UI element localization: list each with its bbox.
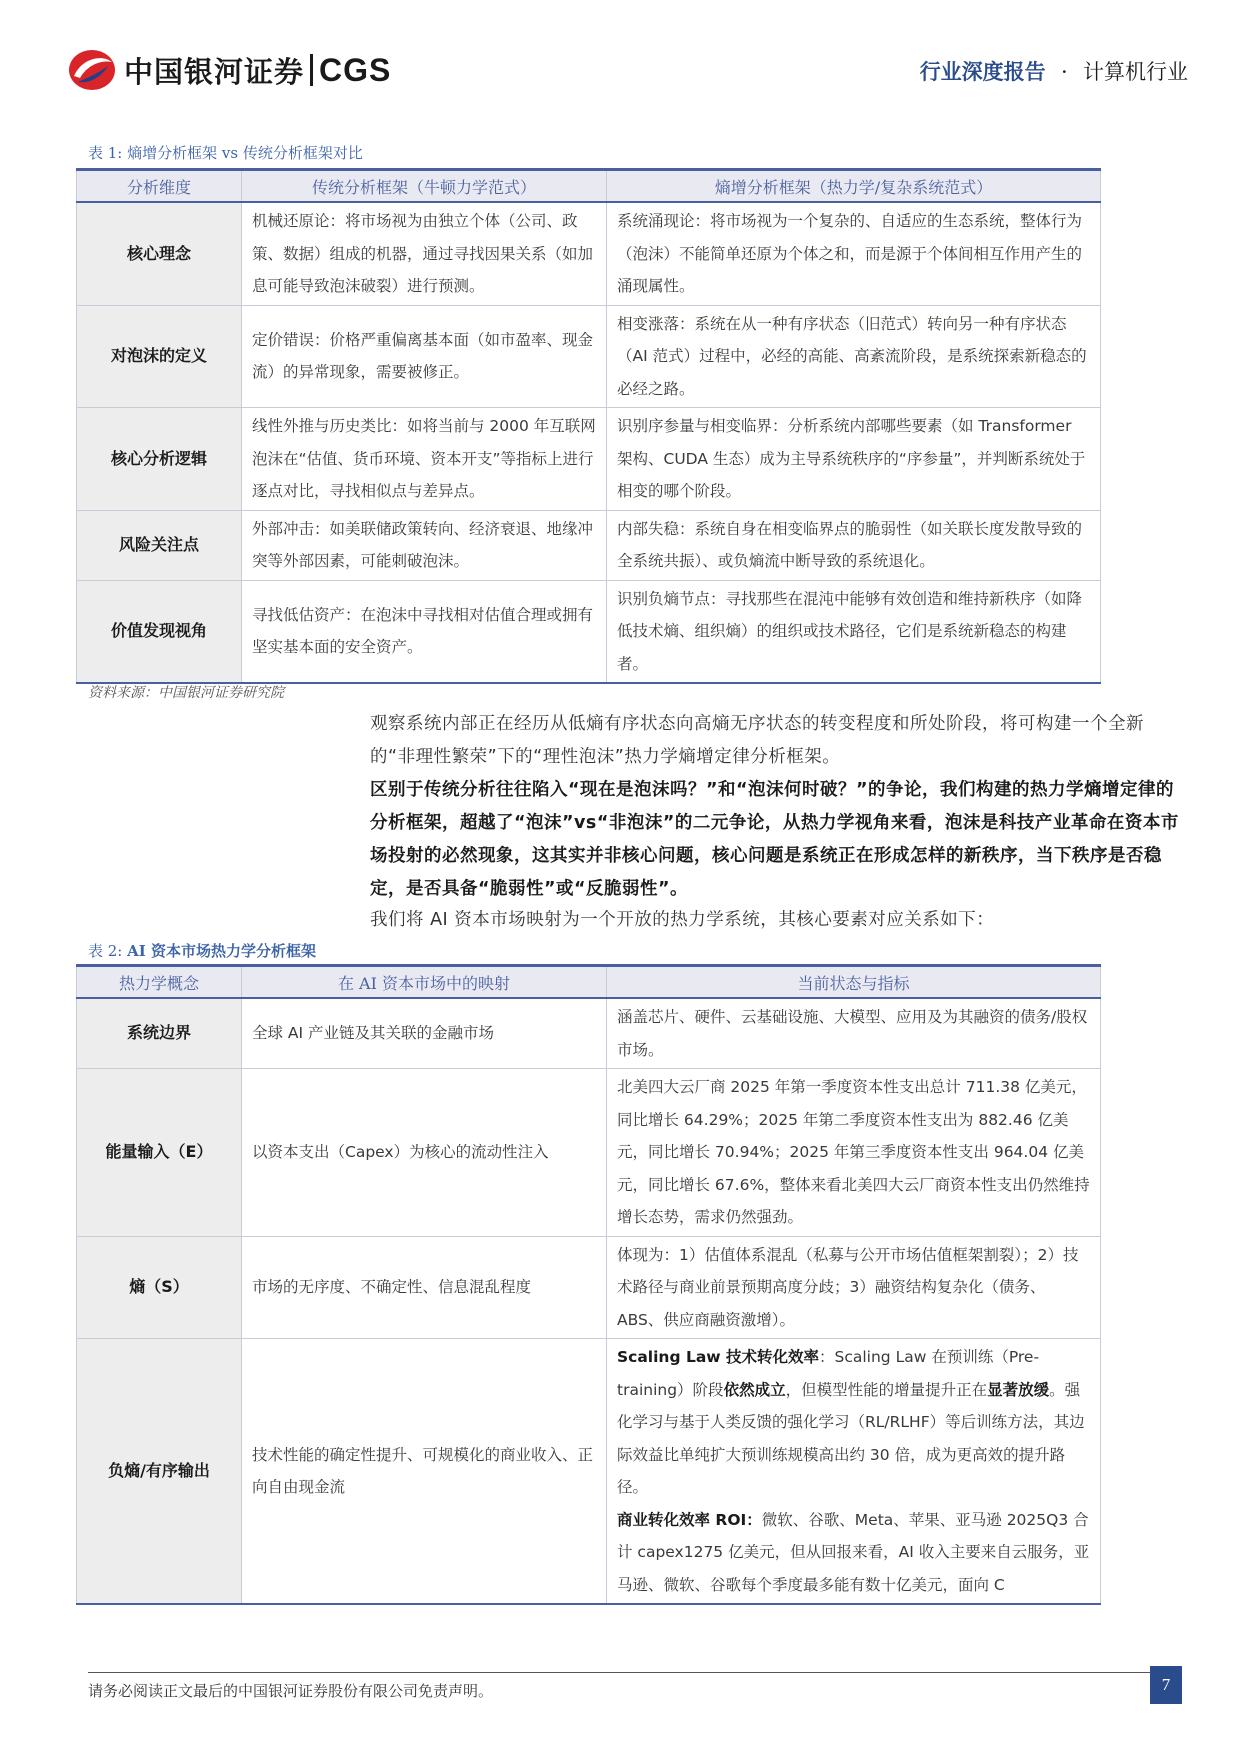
logo-chinese-name: 中国银河证券 [124, 54, 305, 89]
row-mapping: 全球 AI 产业链及其关联的金融市场 [242, 998, 607, 1069]
table-row [77, 1236, 1101, 1339]
row-entropy: 系统涌现论：将市场视为一个复杂的、自适应的生态系统，整体行为（泡沫）不能简单还原为个体之和，而是源于个体间相互作用产生的涌现属性。 [607, 202, 1101, 305]
table1-caption-prefix: 表 1: [88, 144, 123, 162]
scaling-law-title: Scaling Law 技术转化效率 [617, 1348, 820, 1366]
table-row [77, 408, 1101, 511]
table-row [77, 998, 1101, 1069]
table1-source-note: 资料来源：中国银河证券研究院 [88, 685, 284, 701]
row-dimension: 价值发现视角 [77, 580, 242, 683]
row-entropy: 相变涨落：系统在从一种有序状态（旧范式）转向另一种有序状态（AI 范式）过程中，必经的高能、高紊流阶段，是系统探索新稳态的必经之路。 [607, 305, 1101, 408]
body-paragraph-2-text: 区别于传统分析往往陷入“现在是泡沫吗？”和“泡沫何时破？”的争论，我们构建的热力学熵增定律的分析框架，超越了“泡沫”vs“非泡沫”的二元争论，从热力学视角来看，泡沫是科技产业革命在资本市场投射的必然现象，这其实并非核心问题，核心问题是系统正在形成怎样的新秩序，当下秩序是否稳定，是否具备“脆弱性”或“反脆弱性”。 [370, 780, 1179, 899]
scaling-law-block [617, 1341, 1090, 1504]
roi-text: 微软、谷歌、Meta、苹果、亚马逊 2025Q3 合计 capex1275 亿美元，但从回报来看，AI 收入主要来自云服务，亚马逊、微软、谷歌每个季度最多能有数十亿美元，面向 C [617, 1510, 1090, 1594]
body-paragraph-2 [330, 774, 1180, 906]
row-traditional: 机械还原论：将市场视为由独立个体（公司、政策、数据）组成的机器，通过寻找因果关系（如加息可能导致泡沫破裂）进行预测。 [242, 202, 607, 305]
table1-header-dimension: 分析维度 [77, 170, 242, 203]
row-concept: 系统边界 [77, 998, 242, 1069]
roi-block [617, 1504, 1090, 1602]
table-row [77, 580, 1101, 683]
body-paragraph-3 [330, 904, 1180, 937]
table-row [77, 1069, 1101, 1237]
roi-title: 商业转化效率 ROI： [617, 1510, 762, 1529]
footer-divider [88, 1672, 1181, 1673]
row-traditional: 寻找低估资产：在泡沫中寻找相对估值合理或拥有坚实基本面的安全资产。 [242, 580, 607, 683]
row-dimension: 核心理念 [77, 202, 242, 305]
table-row [77, 510, 1101, 580]
row-status: 涵盖芯片、硬件、云基础设施、大模型、应用及为其融资的债务/股权市场。 [607, 998, 1101, 1069]
scaling-law-bold-1: 依然成立 [723, 1380, 786, 1399]
scaling-law-bold-2: 显著放缓 [987, 1380, 1050, 1399]
table-row [77, 202, 1101, 305]
report-category [920, 56, 1188, 86]
row-traditional: 线性外推与历史类比：如将当前与 2000 年互联网泡沫在“估值、货币环境、资本开支”等指标上进行逐点对比，寻找相似点与差异点。 [242, 408, 607, 511]
table2-caption-prefix: 表 2: [88, 942, 123, 960]
footer-disclaimer: 请务必阅读正文最后的中国银河证券股份有限公司免责声明。 [88, 1682, 494, 1700]
row-mapping: 以资本支出（Capex）为核心的流动性注入 [242, 1069, 607, 1237]
table-row [77, 305, 1101, 408]
body-paragraph-1-text: 观察系统内部正在经历从低熵有序状态向高熵无序状态的转变程度和所处阶段，将可构建一个全新的“非理性繁荣”下的“理性泡沫”热力学熵增定律分析框架。 [370, 714, 1144, 767]
industry-label: 计算机行业 [1083, 60, 1188, 84]
table1-header-row [77, 170, 1101, 203]
row-status [607, 1339, 1101, 1605]
row-concept: 能量输入（E） [77, 1069, 242, 1237]
logo-mark-icon [68, 48, 116, 92]
row-entropy: 识别负熵节点：寻找那些在混沌中能够有效创造和维持新秩序（如降低技术熵、组织熵）的组织或技术路径，它们是系统新稳态的构建者。 [607, 580, 1101, 683]
row-entropy: 识别序参量与相变临界：分析系统内部哪些要素（如 Transformer 架构、CUDA 生态）成为主导系统秩序的“序参量”，并判断系统处于相变的哪个阶段。 [607, 408, 1101, 511]
table2-header-status: 当前状态与指标 [607, 966, 1101, 999]
table-row [77, 1339, 1101, 1605]
row-mapping: 技术性能的确定性提升、可规模化的商业收入、正向自由现金流 [242, 1339, 607, 1605]
table2-header-concept: 热力学概念 [77, 966, 242, 999]
report-type-label: 行业深度报告 [919, 59, 1046, 84]
header-separator: · [1061, 60, 1068, 84]
table1-header-entropy: 熵增分析框架（热力学/复杂系统范式） [607, 170, 1101, 203]
scaling-law-text-3: 。强化学习与基于人类反馈的强化学习（RL/RLHF）等后训练方法，其边际效益比单纯扩大预训练规模高出约 30 倍，成为更高效的提升路径。 [617, 1380, 1085, 1496]
logo-english-name: CGS [319, 51, 392, 88]
table2-header-row [77, 966, 1101, 999]
table1-caption [88, 142, 363, 163]
table2-caption [88, 940, 316, 961]
table2-framework [76, 964, 1101, 1605]
row-traditional: 定价错误：价格严重偏离基本面（如市盈率、现金流）的异常现象，需要被修正。 [242, 305, 607, 408]
row-concept: 负熵/有序输出 [77, 1339, 242, 1605]
table2-caption-title: AI 资本市场热力学分析框架 [127, 942, 317, 960]
logo-divider [310, 54, 313, 86]
row-traditional: 外部冲击：如美联储政策转向、经济衰退、地缘冲突等外部因素，可能刺破泡沫。 [242, 510, 607, 580]
row-dimension: 风险关注点 [77, 510, 242, 580]
row-dimension: 对泡沫的定义 [77, 305, 242, 408]
page-number: 7 [1150, 1666, 1182, 1704]
page-header [68, 42, 1188, 98]
company-logo [68, 48, 391, 92]
row-mapping: 市场的无序度、不确定性、信息混乱程度 [242, 1236, 607, 1339]
row-dimension: 核心分析逻辑 [77, 408, 242, 511]
row-status: 北美四大云厂商 2025 年第一季度资本性支出总计 711.38 亿美元，同比增长 64.29%；2025 年第二季度资本性支出为 882.46 亿美元，同比增长 70.94%；2025 年第三季度资本性支出 964.04 亿美元，同比增长 67.6%，整体来看北美四大云厂商资本性支出仍然维持增长态势，需求仍然强劲。 [607, 1069, 1101, 1237]
scaling-law-text-1: ：Scaling Law 在预训练（Pre-training）阶段 [617, 1348, 1040, 1399]
scaling-law-text-2: ，但模型性能的增量提升正在 [785, 1380, 988, 1399]
row-status: 体现为：1）估值体系混乱（私募与公开市场估值框架割裂）；2）技术路径与商业前景预期高度分歧；3）融资结构复杂化（债务、ABS、供应商融资激增）。 [607, 1236, 1101, 1339]
table1-header-traditional: 传统分析框架（牛顿力学范式） [242, 170, 607, 203]
table1-caption-title: 熵增分析框架 vs 传统分析框架对比 [127, 144, 363, 162]
body-paragraph-1 [330, 708, 1180, 774]
table2-header-mapping: 在 AI 资本市场中的映射 [242, 966, 607, 999]
body-paragraph-3-text: 我们将 AI 资本市场映射为一个开放的热力学系统，其核心要素对应关系如下： [370, 910, 995, 930]
row-entropy: 内部失稳：系统自身在相变临界点的脆弱性（如关联长度发散导致的全系统共振）、或负熵流中断导致的系统退化。 [607, 510, 1101, 580]
row-concept: 熵（S） [77, 1236, 242, 1339]
table1-comparison [76, 168, 1101, 684]
